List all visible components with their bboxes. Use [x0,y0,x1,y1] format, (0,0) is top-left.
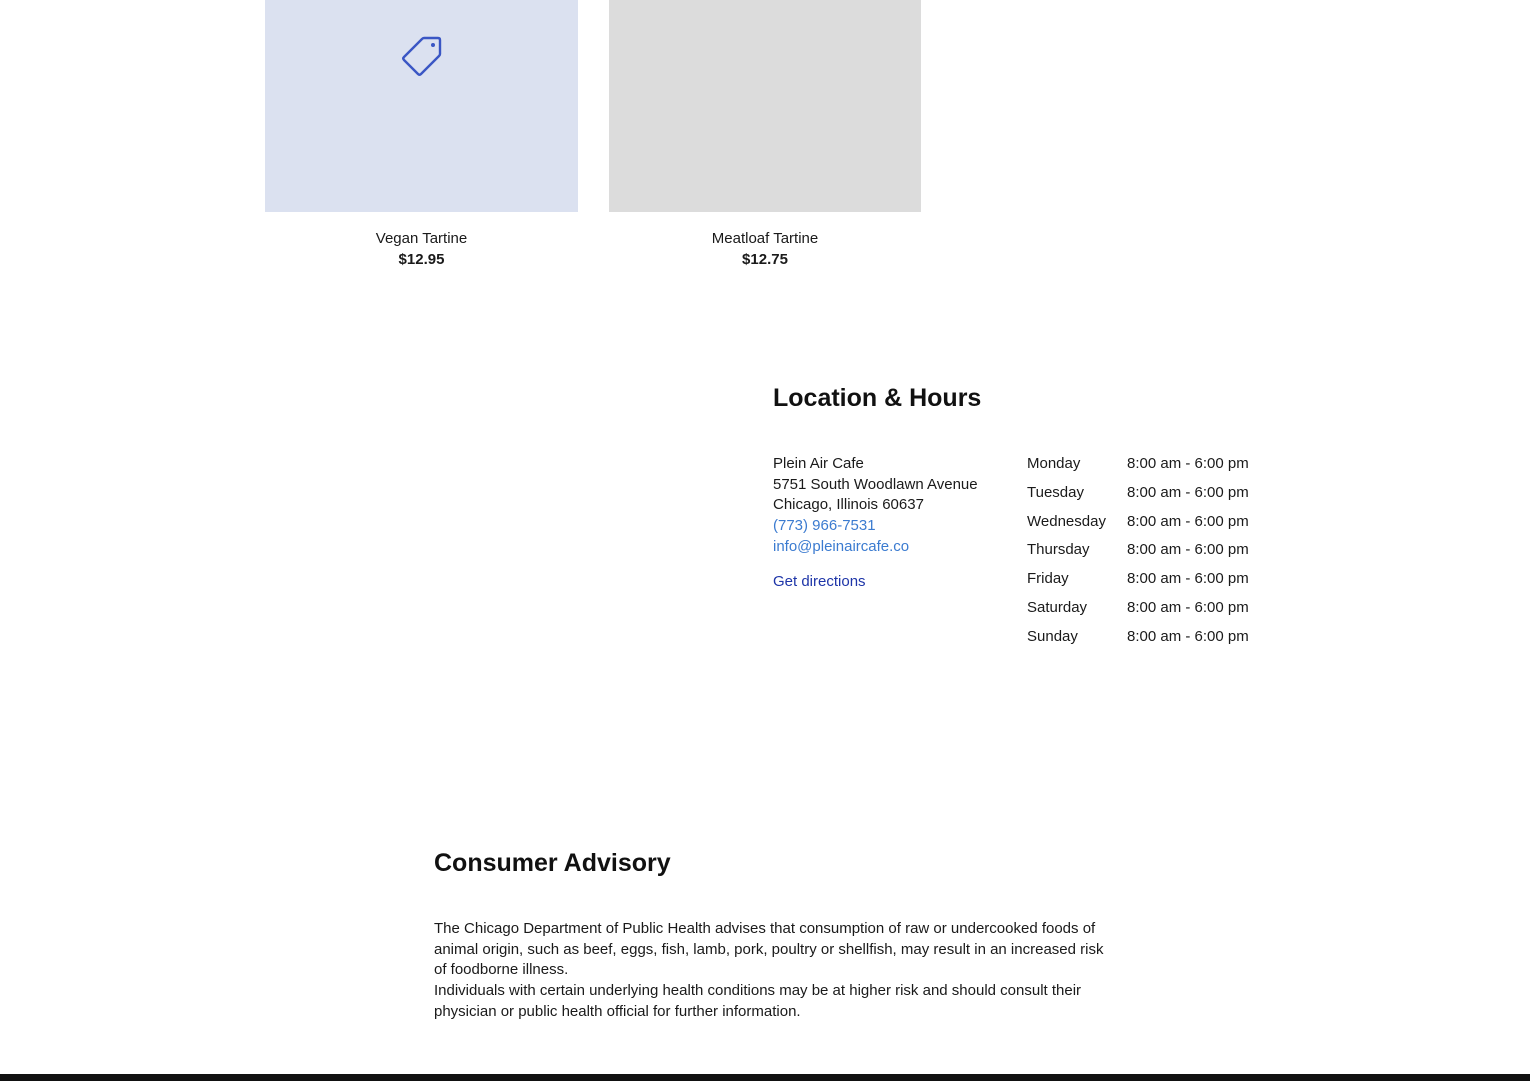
location-hours-title: Location & Hours [773,384,982,412]
location-hours-section [773,382,1273,645]
hours-row [1027,627,1249,656]
advisory-paragraph: Individuals with certain underlying health conditions may be at higher risk and should consult their physician or public health official for further information. [434,982,1082,1020]
product-card-vegan-tartine[interactable] [265,0,578,270]
address-block [773,454,1013,592]
phone-link[interactable]: (773) 966-7531 [773,517,876,535]
location-body [773,454,1273,645]
hours-day: Monday [1027,455,1081,472]
hours-row [1027,483,1249,512]
get-directions-link[interactable]: Get directions [773,572,866,590]
product-image[interactable] [609,0,921,212]
email-link[interactable]: info@pleinaircafe.co [773,537,910,555]
hours-day: Saturday [1027,598,1088,616]
hours-day: Thursday [1027,541,1090,559]
hours-time: 8:00 am - 6:00 pm [1127,627,1249,645]
product-price: $12.75 [742,251,788,268]
advisory-paragraph: The Chicago Department of Public Health advises that consumption of raw or undercooked foods of animal origin, such as beef, eggs, fish, lamb, pork, poultry or shellfish, may result in an increased risk of foodborne illness. [434,920,1104,979]
hours-day: Friday [1027,570,1069,588]
hours-time: 8:00 am - 6:00 pm [1127,512,1249,530]
hours-time: 8:00 am - 6:00 pm [1127,455,1249,472]
hours-time: 8:00 am - 6:00 pm [1127,483,1249,501]
footer-bar [0,1074,1530,1081]
business-name: Plein Air Cafe [773,455,864,472]
hours-row [1027,540,1249,569]
consumer-advisory-section [434,847,1104,1023]
hours-day: Wednesday [1027,512,1106,530]
hours-row [1027,512,1249,541]
hours-row [1027,569,1249,598]
advisory-text [434,919,1104,1023]
hours-time: 8:00 am - 6:00 pm [1127,541,1249,559]
tag-icon [400,34,444,78]
hours-table [1027,454,1249,656]
hours-day: Sunday [1027,627,1078,645]
hours-time: 8:00 am - 6:00 pm [1127,598,1249,616]
hours-row [1027,454,1249,483]
product-name: Meatloaf Tartine [711,230,819,247]
product-image-placeholder[interactable] [265,0,578,212]
consumer-advisory-title: Consumer Advisory [434,849,671,877]
product-price: $12.95 [398,251,445,268]
street-address: 5751 South Woodlawn Avenue [773,475,978,493]
city-state-zip: Chicago, Illinois 60637 [773,496,924,514]
hours-day: Tuesday [1027,483,1084,501]
hours-row [1027,598,1249,627]
product-card-meatloaf-tartine[interactable] [609,0,921,270]
product-name: Vegan Tartine [375,230,468,247]
hours-time: 8:00 am - 6:00 pm [1127,570,1249,588]
